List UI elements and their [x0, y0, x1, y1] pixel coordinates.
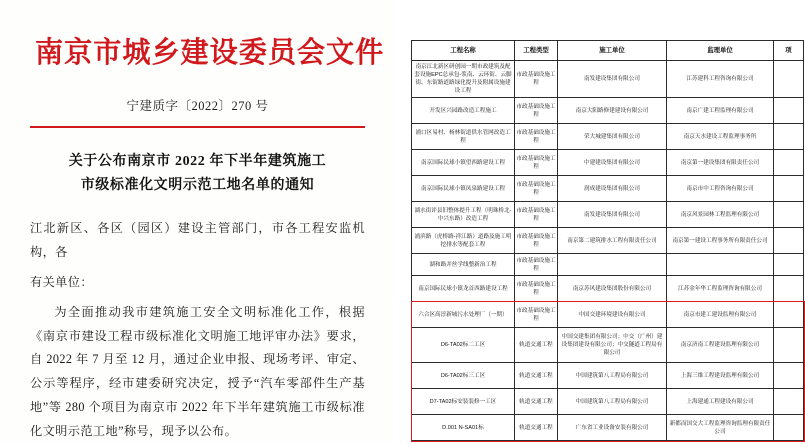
table-body [412, 61, 804, 441]
cell-project-name: 浦滨路（虎桥路-祥江路）道路及施工明挖排水等配套工程 [412, 228, 515, 254]
cell-project-name: 南京江北新区研创园一期市政建筑及配套设施EPC总承包-浆南、云环街、云脚街、东街路道路绿化提升及附属设施建设工程 [412, 61, 515, 98]
cell-builder: 南京第二建筑排水工程有限责任公司 [558, 228, 667, 254]
document-body [30, 217, 365, 443]
cell-project-name: D7-TA02标安装装修一工区 [412, 389, 515, 415]
cell-supervisor: 南京济南工程建设监理有限公司 [667, 328, 774, 363]
cell-supervisor: 江苏建科工程咨询有限公司 [667, 61, 774, 98]
cell-extra [774, 302, 804, 328]
column-header-extra: 项 [774, 41, 804, 61]
cell-supervisor: 上海建通工程建设有限公司 [667, 389, 774, 415]
cell-project-type: 市政基础设施工程 [515, 228, 558, 254]
cell-project-type: 市政基础设施工程 [515, 98, 558, 124]
cell-builder: 中国建筑第八工程局有限公司 [558, 389, 667, 415]
cell-project-type: 市政基础设施工程 [515, 302, 558, 328]
cell-builder: 南京苏风建设集团股份有限公司 [558, 276, 667, 302]
table-row[interactable] [412, 176, 804, 202]
cell-project-name: 南京国际民球小镇望西路建设工程 [412, 150, 515, 176]
cell-supervisor: 南京第一建设集团有限责任公司 [667, 150, 774, 176]
cell-project-name: 南京国际民球小镇凤泉路建设工程 [412, 176, 515, 202]
cell-builder: 中国交建集团有限公司；中交（广州）建设集团建设有限公司；中交隧道工程局有限公司 [558, 328, 667, 363]
cell-extra [774, 98, 804, 124]
table-row[interactable] [412, 389, 804, 415]
table-row[interactable] [412, 202, 804, 228]
cell-supervisor: 江苏金年华工程监理咨询有限公司 [667, 276, 774, 302]
cell-project-name: D6-TA02标二工区 [412, 328, 515, 363]
cell-extra [774, 61, 804, 98]
table-row[interactable] [412, 61, 804, 98]
cell-builder: 南京大阳路修建建设有限公司 [558, 98, 667, 124]
cell-supervisor: 上海三维工程建设监理有限公司 [667, 363, 774, 389]
cell-extra [774, 254, 804, 276]
cell-extra [774, 276, 804, 302]
cell-supervisor: 南京市中工程咨询有限公司 [667, 176, 774, 202]
red-divider-rule [30, 126, 365, 128]
listing-pane [395, 0, 792, 442]
cell-project-type: 市政基础设施工程 [515, 202, 558, 228]
table-header-row [412, 41, 804, 61]
project-listing-table [411, 40, 804, 441]
cell-supervisor: 南京天水建设工程监理事务所 [667, 124, 774, 150]
document-paragraph-2: 有关单位： [30, 275, 93, 290]
cell-builder [558, 254, 667, 276]
cell-extra [774, 150, 804, 176]
cell-project-name: 开发区兴园路改造工程施工 [412, 98, 515, 124]
cell-supervisor: 南京第一建设工程事务所有限责任公司 [667, 228, 774, 254]
table-row[interactable] [412, 363, 804, 389]
table-row[interactable] [412, 276, 804, 302]
cell-project-type: 市政基础设施工程 [515, 254, 558, 276]
cell-extra [774, 415, 804, 441]
cell-extra [774, 228, 804, 254]
cell-supervisor: 南京市建工建设监理有限公司 [667, 302, 774, 328]
listing-table-container[interactable] [411, 40, 791, 442]
cell-project-name: D.001 N-SA01标 [412, 415, 515, 441]
cell-project-type: 轨道交通工程 [515, 328, 558, 363]
table-row[interactable] [412, 150, 804, 176]
cell-extra [774, 176, 804, 202]
cell-supervisor: 南京广建工程监理有限公司 [667, 98, 774, 124]
table-row[interactable] [412, 124, 804, 150]
cell-extra [774, 202, 804, 228]
cell-project-type: 市政基础设施工程 [515, 61, 558, 98]
table-header [412, 41, 804, 61]
cell-builder: 中国交建环境建设有限公司 [558, 302, 667, 328]
document-number: 宁建质字〔2022〕270 号 [126, 98, 269, 113]
cell-project-name: 南京国际民球小镇龙首西路建设工程 [412, 276, 515, 302]
cell-supervisor: 南京风景园林工程监理有限公司 [667, 202, 774, 228]
cell-supervisor: 新都而国交大工程监理咨询监理有限责任公司 [667, 415, 774, 441]
column-header-project-type: 工程类型 [515, 41, 558, 61]
cell-builder: 南发建设集团有限公司 [558, 202, 667, 228]
cell-project-name: D6-TA02标三工区 [412, 363, 515, 389]
document-title-line-1: 关于公布南京市 2022 年下半年建筑施工 [68, 153, 327, 169]
cell-project-type: 轨道交通工程 [515, 415, 558, 441]
cell-extra [774, 363, 804, 389]
cell-builder: 润成建设集团有限公司 [558, 176, 667, 202]
cell-builder: 南发建设集团有限公司 [558, 61, 667, 98]
cell-project-type: 市政基础设施工程 [515, 276, 558, 302]
document-title [30, 150, 365, 198]
cell-extra [774, 328, 804, 363]
table-row[interactable] [412, 254, 804, 276]
cell-supervisor [667, 254, 774, 276]
cell-project-name: 湖和路并丝学线整新治工程 [412, 254, 515, 276]
cell-extra [774, 124, 804, 150]
column-header-supervisor: 监理单位 [667, 41, 774, 61]
document-masthead: 南京市城乡建设委员会文件 [35, 37, 385, 69]
table-row[interactable] [412, 415, 804, 441]
cell-project-name: 浦口区易村、杨林街道供水管网改造工程 [412, 124, 515, 150]
table-row[interactable] [412, 302, 804, 328]
table-row[interactable] [412, 328, 804, 363]
cell-builder: 中国建筑第八工程局有限公司 [558, 363, 667, 389]
cell-builder: 广东省工业设备安装有限公司 [558, 415, 667, 441]
column-header-project-name: 工程名称 [412, 41, 515, 61]
cell-project-type: 轨道交通工程 [515, 363, 558, 389]
cell-project-type: 市政基础设施工程 [515, 150, 558, 176]
table-row[interactable] [412, 98, 804, 124]
cell-project-type: 轨道交通工程 [515, 389, 558, 415]
cell-project-name: 湖水街评县旧整体提升工程（明珠桥北-中兴东路）改造工程 [412, 202, 515, 228]
cell-project-type: 市政基础设施工程 [515, 176, 558, 202]
column-header-builder: 施工单位 [558, 41, 667, 61]
cell-builder: 荣大城建集团有限公司 [558, 124, 667, 150]
cell-project-type: 市政基础设施工程 [515, 124, 558, 150]
official-document [0, 0, 395, 442]
document-paragraph-3: 为全面推动我市建筑施工安全文明标准化工作，根据《南京市建设工程市级标准化文明施工地评审办法》要求，自 2022 年 7 月至 12 月，通过企业申报、现场考评、审定、公示等程序，经市建委研究决定，授予“汽车零部件生产基地”等 280 个项目为南京市 2022 年下半年建筑施工市级标准化文明示范工地”称号，现予以公布。 [30, 304, 365, 438]
document-title-line-2: 市级标准化文明示范工地名单的通知 [80, 177, 315, 193]
document-paragraph-1: 江北新区、各区（园区）建设主管部门，市各工程安监机构，各 [30, 221, 365, 260]
cell-extra [774, 389, 804, 415]
cell-builder: 中建建设集团有限公司 [558, 150, 667, 176]
table-row[interactable] [412, 228, 804, 254]
cell-project-name: 六合区高淳新城污水处理厂（一期） [412, 302, 515, 328]
